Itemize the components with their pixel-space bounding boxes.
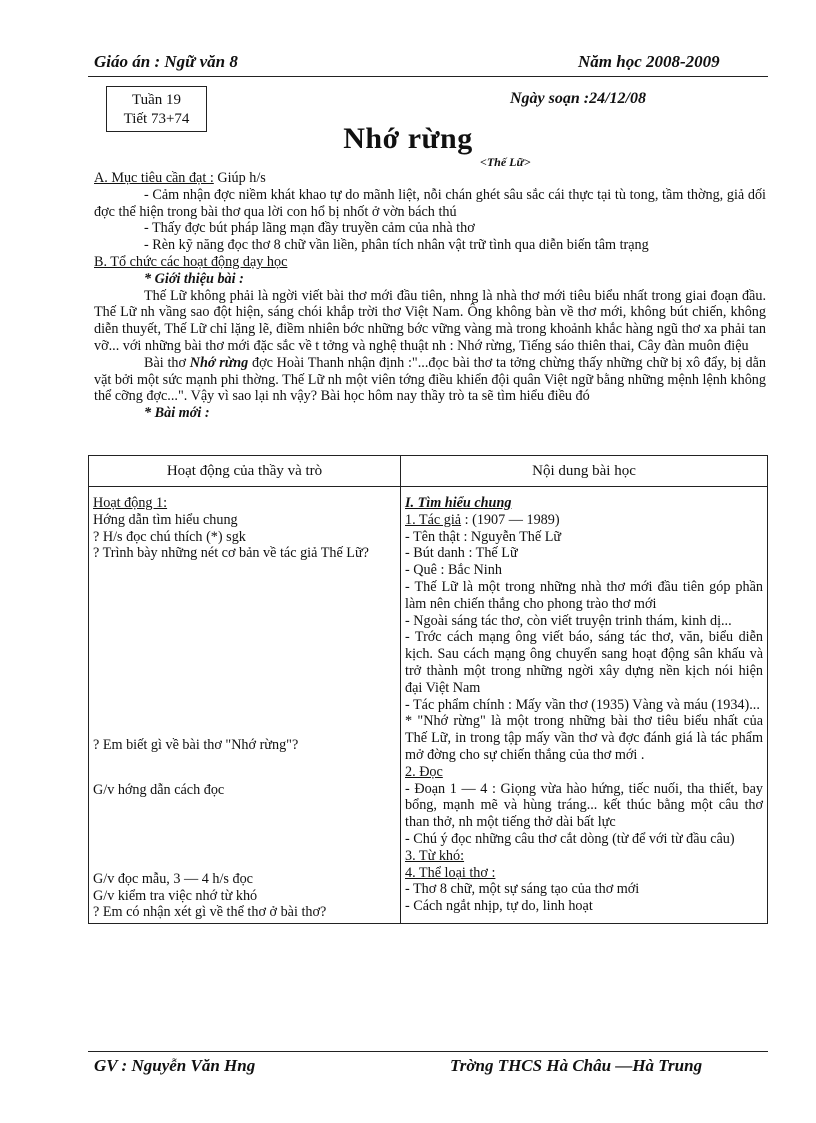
intro-2-post: đợc Hoài Thanh nhận định :"...đọc bài thơ ta tởng chừng thấy những chữ bị xô đẩy, bị dằn vặt bởi một sức mạnh phi thờng. Thế Lữ nh một viên tớng điều khiển đội quân Việt ngữ bằng những mệnh lệnh không thể cỡng đợc...". Vậy vì sao lại nh vậy? Bài học hôm nay thầy trò ta sẽ tìm hiểu điều đó <box>94 354 766 405</box>
goal-2: - Thấy đợc bút pháp lãng mạn đầy truyền cảm của nhà thơ <box>144 220 475 237</box>
content-r5: - Ngoài sáng tác thơ, còn viết truyện trinh thám, kinh dị... <box>405 612 732 629</box>
content-r11: - Thơ 8 chữ, một sự sáng tạo của thơ mới <box>405 881 640 898</box>
activity-q2: ? Trình bày những nét cơ bản về tác giả Thế Lữ? <box>93 545 369 562</box>
goal-1: - Cảm nhận đợc niềm khát khao tự do mãnh liệt, nỗi chán ghét sâu sắc cái thực tại tù tong, tầm thờng, giả dối đợc thể hiện trong bài thơ qua lời con hổ bị nhốt ở vờn bách thú <box>94 186 766 220</box>
content-r7: - Tác phẩm chính : Mấy vần thơ (1935) Vàng và máu (1934)... <box>405 696 760 713</box>
content-heading: I. Tìm hiểu chung <box>405 495 512 511</box>
activities-cell <box>89 487 401 924</box>
footer-left: GV : Nguyễn Văn Hng <box>94 1056 256 1075</box>
content-r12: - Cách ngắt nhịp, tự do, linh hoạt <box>405 898 593 915</box>
col-header-content: Nội dung bài học <box>401 456 768 487</box>
intro-heading: * Giới thiệu bài : <box>144 270 244 287</box>
content-s1 <box>405 512 763 529</box>
prep-date: Ngày soạn :24/12/08 <box>510 90 646 107</box>
table-row <box>89 487 768 924</box>
activity-q7: ? Em có nhận xét gì về thể thơ ở bài thơ? <box>93 904 327 921</box>
header-left: Giáo án : Ngữ văn 8 <box>94 52 238 71</box>
author: <Thế Lữ> <box>480 155 531 169</box>
content-r9: - Đoạn 1 — 4 : Giọng vừa hào hứng, tiếc nuối, tha thiết, bay bổng, mạnh mẽ và hùng tráng... kết thúc bằng một câu thơ than thở, nh một tiếng thở dài bất lực <box>405 780 763 831</box>
periods-label: Tiết 73+74 <box>123 111 190 127</box>
new-lesson-heading: * Bài mới : <box>144 405 210 422</box>
content-s4: 4. Thể loại thơ : <box>405 864 496 881</box>
content-s2: 2. Đọc <box>405 763 443 780</box>
header-rule <box>88 76 768 77</box>
content-s1-rest: : (1907 — 1989) <box>461 511 560 528</box>
goal-3: - Rèn kỹ năng đọc thơ 8 chữ vần liền, phân tích nhân vật trữ tình qua diễn biến tâm trạng <box>144 237 649 254</box>
intro-2-pre: Bài thơ <box>144 354 190 371</box>
intro-paragraph-2 <box>94 355 766 405</box>
lesson-intro <box>94 170 766 422</box>
footer-right: Trờng THCS Hà Châu —Hà Trung <box>450 1056 703 1075</box>
content-r2: - Bút danh : Thế Lữ <box>405 545 518 562</box>
content-r4: - Thế Lữ là một trong những nhà thơ mới đầu tiên góp phần làm nên chiến thắng cho phong trào thơ mới <box>405 578 763 612</box>
col-header-activities: Hoạt động của thầy và trò <box>89 456 401 487</box>
content-r3: - Quê : Bắc Ninh <box>405 562 502 579</box>
org-heading: B. Tổ chức các hoạt động dạy học <box>94 253 288 270</box>
goal-lead: Giúp h/s <box>213 170 266 186</box>
intro-2-title: Nhớ rừng <box>189 354 249 371</box>
activity-guide: Hớng dẫn tìm hiểu chung <box>93 511 238 528</box>
goal-line <box>94 170 766 187</box>
activity-q1: ? H/s đọc chú thích (*) sgk <box>93 528 246 545</box>
table-header-row <box>89 456 768 487</box>
content-s1-label: 1. Tác giả <box>405 511 462 528</box>
week-label: Tuần 19 <box>131 92 182 108</box>
activity-heading: Hoạt động 1: <box>93 495 168 511</box>
content-r10: - Chú ý đọc những câu thơ cắt dòng (từ để với từ đầu câu) <box>405 830 735 847</box>
activity-q3: ? Em biết gì về bài thơ "Nhớ rừng"? <box>93 737 299 754</box>
lesson-table <box>88 455 768 924</box>
content-r6: - Trớc cách mạng ông viết báo, sáng tác thơ, văn, biểu diễn kịch. Sau cách mạng ông chuyển sang hoạt động sân khấu và trở thành một trong những ngời xây dựng nền kịch nói hiện đại Việt Nam <box>405 629 763 696</box>
footer-rule <box>88 1051 768 1052</box>
header-right: Năm học 2008-2009 <box>578 52 720 71</box>
content-s3: 3. Từ khó: <box>405 847 465 864</box>
activity-q5: G/v đọc mẫu, 3 — 4 h/s đọc <box>93 870 253 887</box>
content-r1: - Tên thật : Nguyễn Thế Lữ <box>405 528 562 545</box>
activity-q4: G/v hớng dẫn cách đọc <box>93 781 225 798</box>
content-r8: * "Nhớ rừng" là một trong những bài thơ tiêu biểu nhất của Thế Lữ, in trong tập mấy vần thơ và đợc đánh giá là tác phẩm mở đờng cho sự chiến thắng của thơ mới . <box>405 713 763 763</box>
intro-paragraph-1: Thế Lữ không phải là ngời viết bài thơ mới đầu tiên, nhng là nhà thơ mới tiêu biểu nhất trong giai đoạn đầu. Thế Lữ nh vầng sao đột hiện, sáng chói khắp trời thơ Việt Nam. Ông không bàn về thơ mới, không bút chiến, không diễn thuyết, Thế Lữ chỉ lặng lẽ, điềm nhiên bớc những bớc vững vàng mà trong khoảnh khắc hàng ngũ thơ xa phải tan vỡ... với những bài thơ mới đặc sắc về t tởng và nghệ thuật nh : Nhớ rừng, Tiếng sáo thiên thai, Cây đàn muôn điệu <box>94 287 766 354</box>
activity-q6: G/v kiểm tra việc nhớ từ khó <box>93 887 258 904</box>
content-cell <box>401 487 768 924</box>
lesson-title: Nhớ rừng <box>343 122 473 155</box>
goal-heading: A. Mục tiêu cần đạt : <box>94 170 214 186</box>
